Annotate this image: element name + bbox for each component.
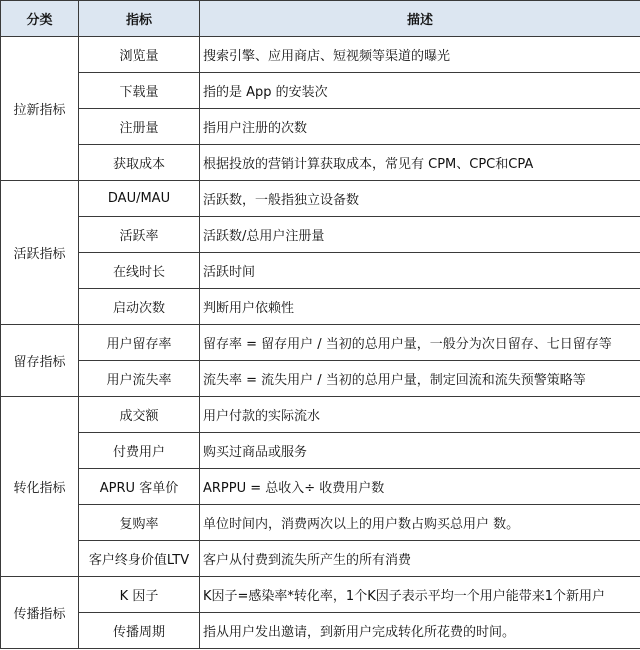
category-cell: 活跃指标 [1, 181, 79, 325]
metric-cell: 成交额 [79, 397, 200, 433]
table-row [1, 289, 640, 325]
description-cell: ARPPU = 总收入÷ 收费用户数 [200, 469, 640, 505]
table-row [1, 541, 640, 577]
description-cell: 客户从付费到流失所产生的所有消费 [200, 541, 640, 577]
description-cell: 活跃数/总用户注册量 [200, 217, 640, 253]
metric-cell: 用户流失率 [79, 361, 200, 397]
description-cell: 判断用户依赖性 [200, 289, 640, 325]
table-row [1, 145, 640, 181]
category-cell: 拉新指标 [1, 37, 79, 181]
description-cell: 单位时间内，消费两次以上的用户数占购买总用户 数。 [200, 505, 640, 541]
table-row [1, 37, 640, 73]
table-row [1, 253, 640, 289]
description-cell: 搜索引擎、应用商店、短视频等渠道的曝光 [200, 37, 640, 73]
metric-cell: 活跃率 [79, 217, 200, 253]
description-cell: 活跃时间 [200, 253, 640, 289]
metric-cell: 付费用户 [79, 433, 200, 469]
table-row [1, 361, 640, 397]
description-cell: 根据投放的营销计算获取成本，常见有 CPM、CPC和CPA [200, 145, 640, 181]
metric-cell: 启动次数 [79, 289, 200, 325]
metric-cell: APRU 客单价 [79, 469, 200, 505]
table-row [1, 613, 640, 649]
header-metric: 指标 [79, 1, 200, 37]
table-row [1, 469, 640, 505]
description-cell: 留存率 = 留存用户 / 当初的总用户量，一般分为次日留存、七日留存等 [200, 325, 640, 361]
table-row [1, 577, 640, 613]
metric-cell: 传播周期 [79, 613, 200, 649]
description-cell: 流失率 = 流失用户 / 当初的总用户量，制定回流和流失预警策略等 [200, 361, 640, 397]
description-cell: 指的是 App 的安装次 [200, 73, 640, 109]
category-cell: 转化指标 [1, 397, 79, 577]
header-category: 分类 [1, 1, 79, 37]
metric-cell: DAU/MAU [79, 181, 200, 217]
metric-cell: 在线时长 [79, 253, 200, 289]
metric-cell: 客户终身价值LTV [79, 541, 200, 577]
metric-cell: 用户留存率 [79, 325, 200, 361]
metric-cell: 复购率 [79, 505, 200, 541]
category-cell: 留存指标 [1, 325, 79, 397]
description-cell: K因子=感染率*转化率，1个K因子表示平均一个用户能带来1个新用户 [200, 577, 640, 613]
header-row [1, 1, 640, 37]
table-row [1, 397, 640, 433]
metric-cell: 获取成本 [79, 145, 200, 181]
description-cell: 购买过商品或服务 [200, 433, 640, 469]
table-row [1, 109, 640, 145]
description-cell: 指从用户发出邀请，到新用户完成转化所花费的时间。 [200, 613, 640, 649]
table-row [1, 325, 640, 361]
description-cell: 活跃数，一般指独立设备数 [200, 181, 640, 217]
header-description: 描述 [200, 1, 640, 37]
table-row [1, 73, 640, 109]
description-cell: 指用户注册的次数 [200, 109, 640, 145]
category-cell: 传播指标 [1, 577, 79, 649]
table-row [1, 505, 640, 541]
metric-cell: 注册量 [79, 109, 200, 145]
table-row [1, 433, 640, 469]
metric-cell: 下载量 [79, 73, 200, 109]
table-row [1, 181, 640, 217]
metric-cell: 浏览量 [79, 37, 200, 73]
description-cell: 用户付款的实际流水 [200, 397, 640, 433]
metric-cell: K 因子 [79, 577, 200, 613]
table-row [1, 217, 640, 253]
